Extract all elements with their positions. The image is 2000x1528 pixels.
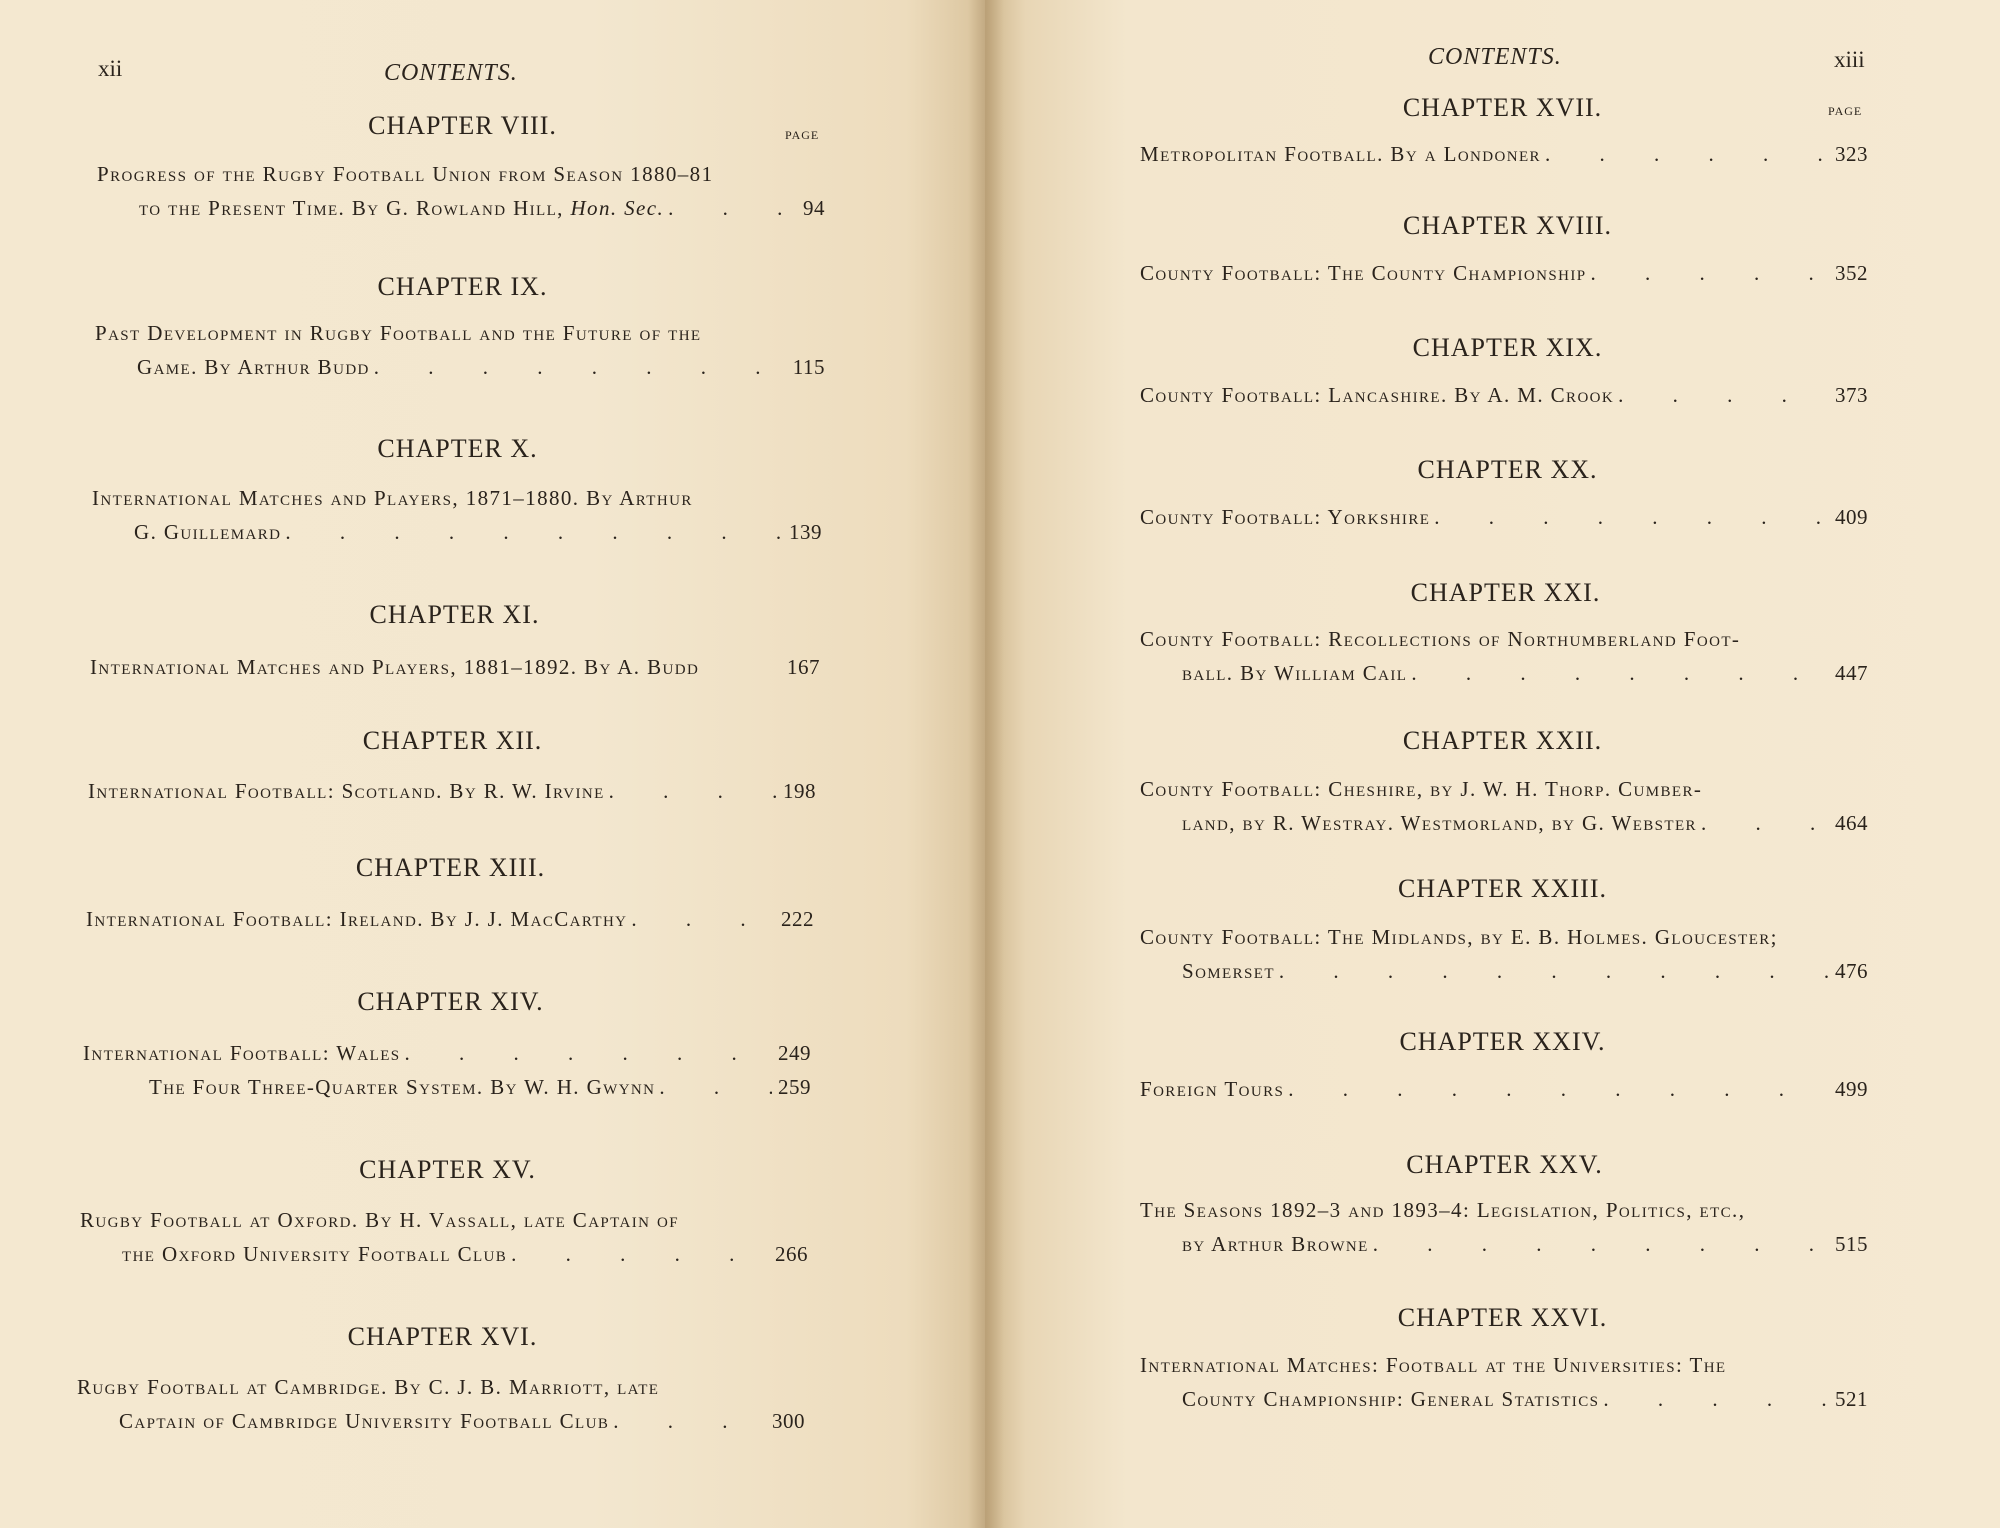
toc-entry xyxy=(83,1036,811,1104)
page-number: 94 xyxy=(803,196,825,220)
entry-text: Past Development in Rugby Football and the Future of the xyxy=(95,321,702,345)
chapter-heading: CHAPTER XXI. xyxy=(1410,578,1601,607)
page-number: 198 xyxy=(783,779,816,803)
entry-text: The Seasons 1892–3 and 1893–4: Legislation, Politics, etc., xyxy=(1140,1198,1746,1222)
toc-entry xyxy=(1140,1193,1868,1261)
right-running-head: CONTENTS. xyxy=(1428,44,1562,70)
page-number: 115 xyxy=(792,355,825,379)
page-number: 373 xyxy=(1835,383,1868,407)
chapter-heading: CHAPTER XII. xyxy=(362,726,543,755)
chapter-heading: CHAPTER XIX. xyxy=(1412,333,1603,362)
toc-entry xyxy=(1140,500,1868,534)
entry-text: Rugby Football at Oxford. By H. Vassall, late Captain of xyxy=(80,1208,680,1232)
chapter-heading: CHAPTER IX. xyxy=(377,272,548,301)
entry-text: by Arthur Browne xyxy=(1182,1232,1369,1256)
toc-entry xyxy=(90,650,820,684)
book-gutter xyxy=(968,0,1004,1528)
toc-entry xyxy=(1140,1348,1868,1416)
toc-entry xyxy=(95,316,825,384)
entry-text: Metropolitan Football. By a Londoner xyxy=(1140,142,1541,166)
page-number: 323 xyxy=(1835,142,1868,166)
chapter-heading: CHAPTER X. xyxy=(377,434,538,463)
chapter-heading: CHAPTER XXIV. xyxy=(1399,1027,1606,1056)
entry-text: the Oxford University Football Club xyxy=(122,1242,508,1266)
entry-text: County Football: The County Championship xyxy=(1140,261,1587,285)
entry-text: County Championship: General Statistics xyxy=(1182,1387,1600,1411)
entry-text: land, by R. Westray. Westmorland, by G. Webster xyxy=(1182,811,1697,835)
page-number: 249 xyxy=(778,1041,811,1065)
entry-text: to the Present Time. By G. Rowland Hill, xyxy=(139,196,564,220)
right-page-label: PAGE xyxy=(1828,104,1863,118)
page-number: 499 xyxy=(1835,1077,1868,1101)
page-number: 300 xyxy=(772,1409,805,1433)
entry-text: Rugby Football at Cambridge. By C. J. B. Marriott, late xyxy=(77,1375,660,1399)
entry-text: County Football: The Midlands, by E. B. Holmes. Gloucester; xyxy=(1140,925,1778,949)
toc-entry xyxy=(1140,256,1868,290)
chapter-heading: CHAPTER XXVI. xyxy=(1397,1303,1608,1332)
entry-text: The Four Three-Quarter System. By W. H. Gwynn xyxy=(149,1075,656,1099)
toc-entry xyxy=(97,157,825,225)
page-number: 515 xyxy=(1835,1232,1868,1256)
left-running-head: CONTENTS. xyxy=(384,60,518,86)
chapter-heading: CHAPTER XIII. xyxy=(355,853,546,882)
chapter-heading: CHAPTER XIV. xyxy=(357,987,544,1016)
entry-text: Game. By Arthur Budd xyxy=(137,355,370,379)
entry-text: Captain of Cambridge University Football Club xyxy=(119,1409,610,1433)
entry-text: County Football: Yorkshire xyxy=(1140,505,1431,529)
page-number: 266 xyxy=(775,1242,808,1266)
toc-entry xyxy=(1140,772,1868,840)
left-page xyxy=(0,0,985,1528)
entry-text: County Football: Recollections of Northumberland Foot- xyxy=(1140,627,1741,651)
entry-text: Foreign Tours xyxy=(1140,1077,1285,1101)
page-number: 259 xyxy=(778,1075,811,1099)
entry-text: International Matches and Players, 1871–1880. By Arthur xyxy=(92,486,693,510)
page-number: 476 xyxy=(1835,959,1868,983)
entry-text: Progress of the Rugby Football Union from Season 1880–81 xyxy=(97,162,714,186)
left-folio: xii xyxy=(98,56,123,81)
entry-text: International Matches and Players, 1881–1892. By A. Budd xyxy=(90,655,700,679)
toc-entry xyxy=(77,1370,805,1438)
chapter-heading: CHAPTER XVII. xyxy=(1402,93,1603,122)
toc-entry xyxy=(1140,920,1868,988)
left-page-label: PAGE xyxy=(785,128,820,142)
toc-entry xyxy=(1140,1072,1868,1106)
chapter-heading: CHAPTER XV. xyxy=(359,1155,536,1184)
page-number: 447 xyxy=(1835,661,1868,685)
page-number: 464 xyxy=(1835,811,1868,835)
chapter-heading: CHAPTER XVIII. xyxy=(1403,211,1612,240)
toc-entry xyxy=(1140,378,1868,412)
entry-text: International Football: Ireland. By J. J. MacCarthy xyxy=(86,907,628,931)
page-number: 139 xyxy=(789,520,822,544)
entry-text: International Matches: Football at the Universities: The xyxy=(1140,1353,1727,1377)
chapter-heading: CHAPTER XX. xyxy=(1417,455,1598,484)
entry-text: Somerset xyxy=(1182,959,1275,983)
entry-text: G. Guillemard xyxy=(134,520,282,544)
toc-entry xyxy=(1140,137,1868,171)
page-number: 521 xyxy=(1835,1387,1868,1411)
page-number: 167 xyxy=(787,655,820,679)
entry-text: International Football: Scotland. By R. W. Irvine xyxy=(88,779,605,803)
right-folio: xiii xyxy=(1834,47,1865,72)
toc-entry xyxy=(80,1203,808,1271)
page-number: 222 xyxy=(781,907,814,931)
entry-text: ball. By William Cail xyxy=(1182,661,1408,685)
chapter-heading: CHAPTER VIII. xyxy=(368,111,557,140)
toc-entry xyxy=(1140,622,1868,690)
page-number: 352 xyxy=(1835,261,1868,285)
chapter-heading: CHAPTER XXII. xyxy=(1402,726,1603,755)
entry-text: International Football: Wales xyxy=(83,1041,401,1065)
toc-entry xyxy=(88,774,816,808)
chapter-heading: CHAPTER XI. xyxy=(369,600,540,629)
chapter-heading: CHAPTER XXIII. xyxy=(1398,874,1607,903)
page-number: 409 xyxy=(1835,505,1868,529)
chapter-heading: CHAPTER XVI. xyxy=(347,1322,538,1351)
entry-italic: Hon. Sec. xyxy=(570,196,665,220)
toc-entry xyxy=(86,902,814,936)
toc-entry xyxy=(92,481,822,549)
chapter-heading: CHAPTER XXV. xyxy=(1406,1150,1603,1179)
entry-text: County Football: Cheshire, by J. W. H. Thorp. Cumber- xyxy=(1140,777,1703,801)
entry-text: County Football: Lancashire. By A. M. Crook xyxy=(1140,383,1615,407)
